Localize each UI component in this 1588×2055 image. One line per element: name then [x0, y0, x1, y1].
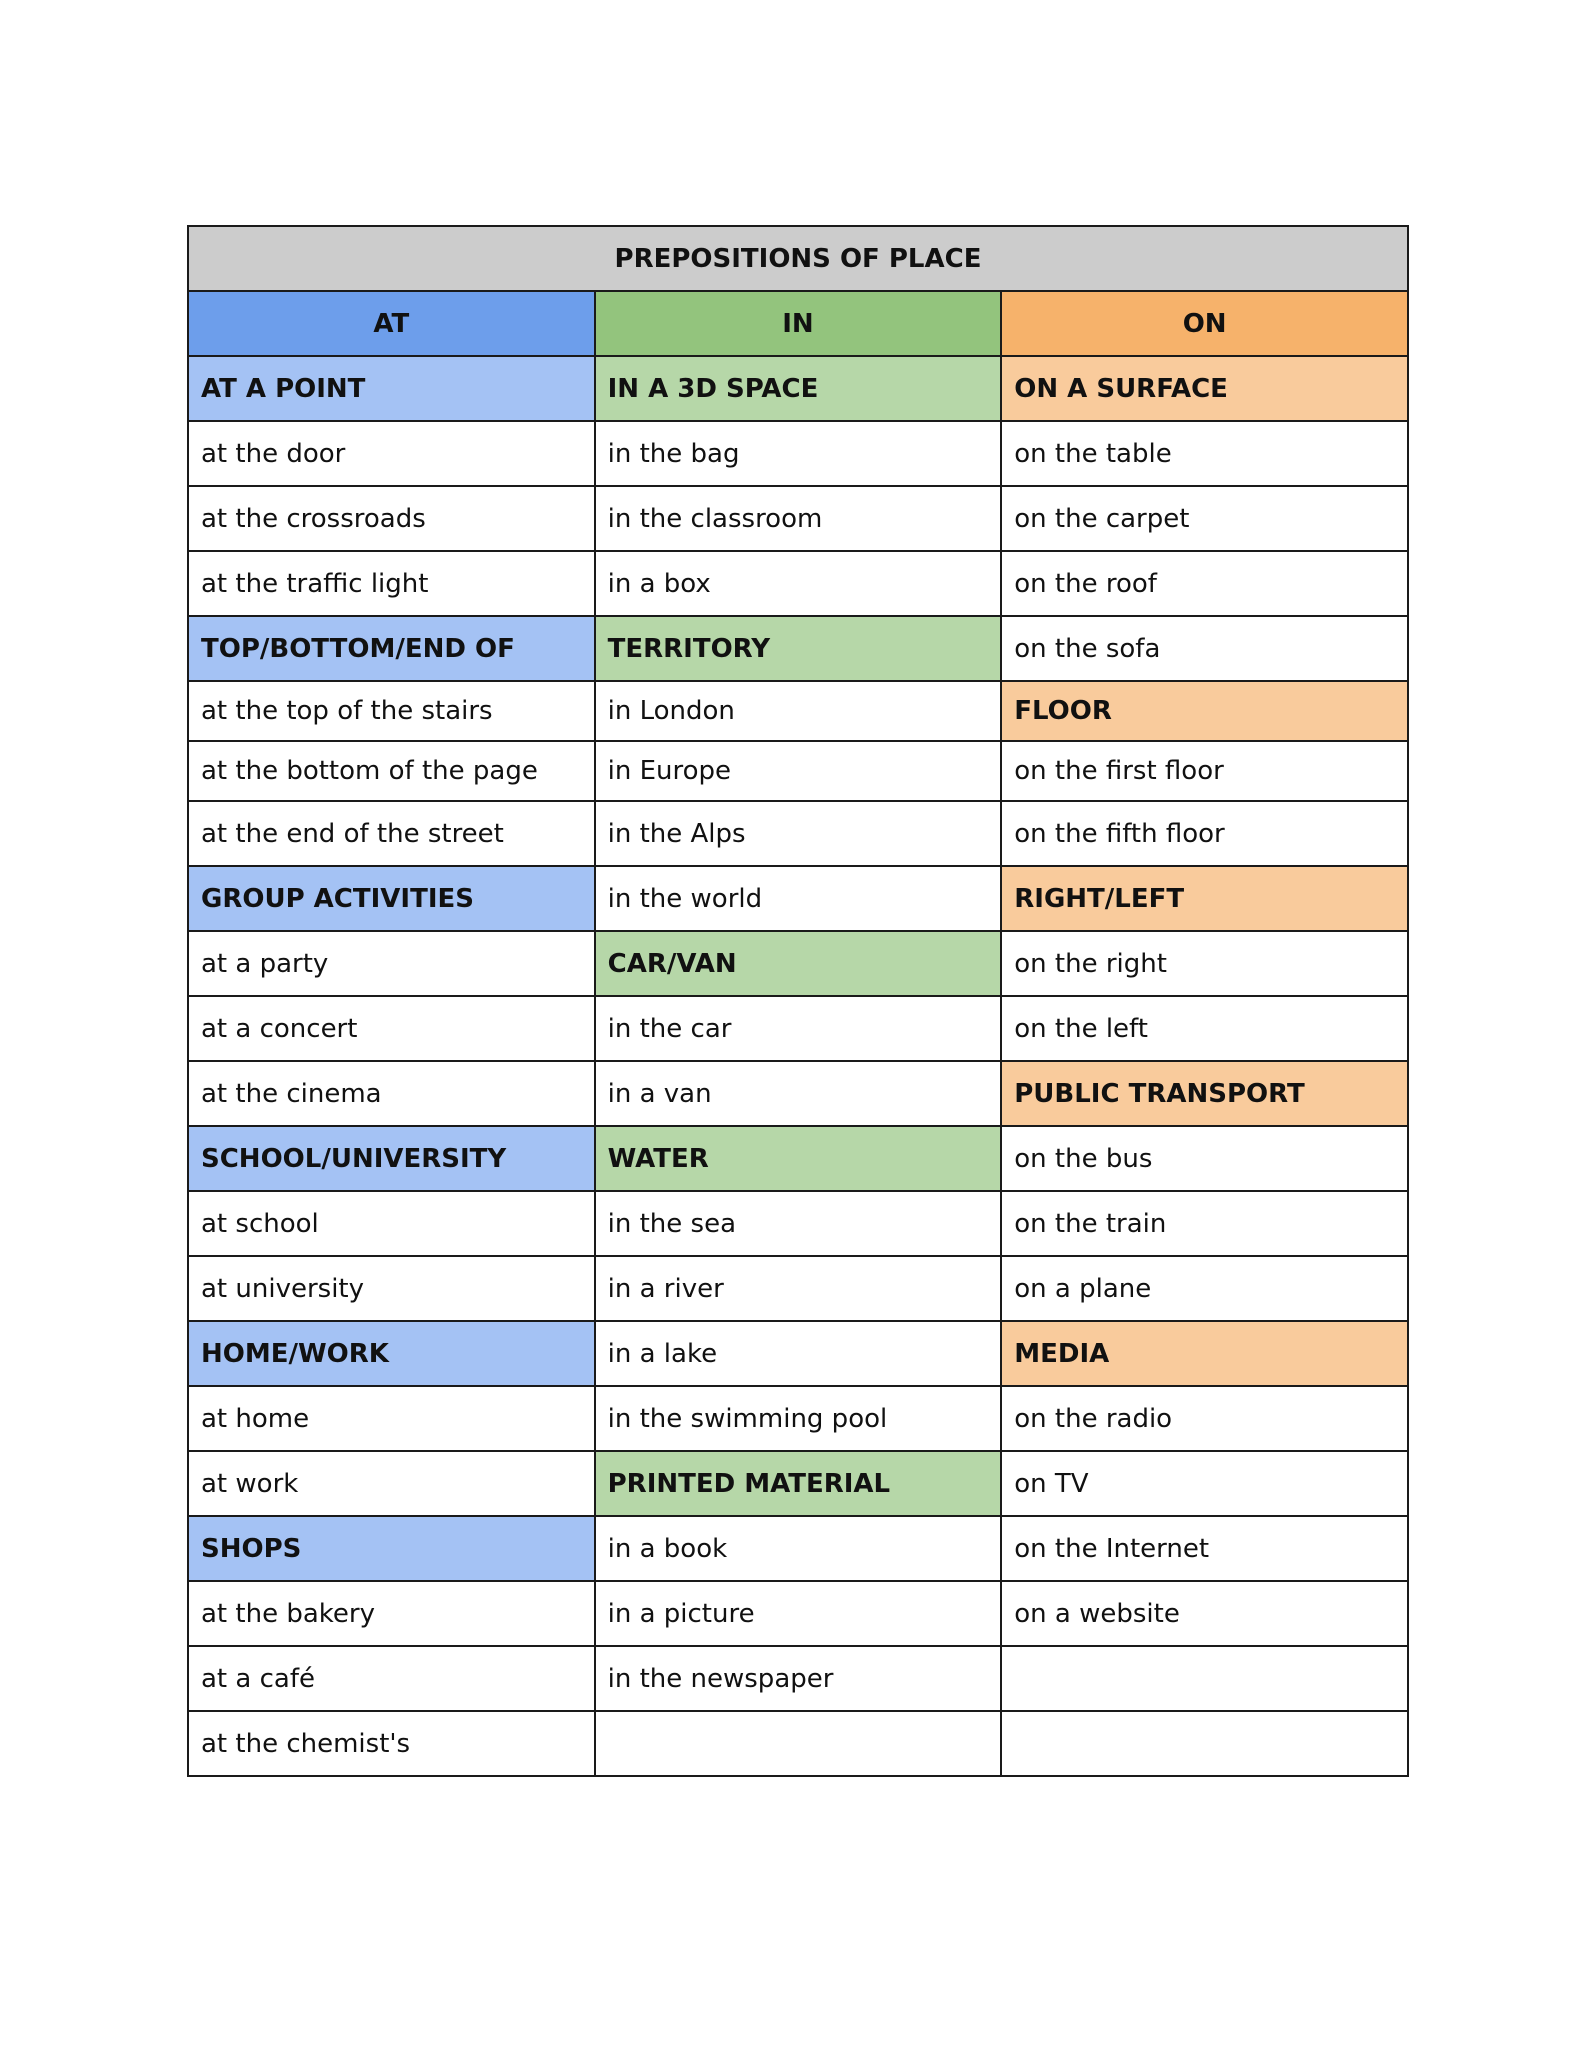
table-row — [188, 866, 1408, 931]
example-cell: at the door — [188, 421, 595, 486]
table-row — [188, 1581, 1408, 1646]
table-row — [188, 1126, 1408, 1191]
example-cell: at school — [188, 1191, 595, 1256]
table-row — [188, 551, 1408, 616]
prepositions-table — [187, 225, 1409, 1777]
example-cell: at the chemist's — [188, 1711, 595, 1776]
example-cell — [1001, 1646, 1408, 1711]
example-cell: on a plane — [1001, 1256, 1408, 1321]
example-cell: on the fifth floor — [1001, 801, 1408, 866]
table-row — [188, 1386, 1408, 1451]
category-cell: TERRITORY — [595, 616, 1002, 681]
table-row — [188, 1516, 1408, 1581]
table-row — [188, 356, 1408, 421]
example-cell — [595, 1711, 1002, 1776]
category-cell: PRINTED MATERIAL — [595, 1451, 1002, 1516]
table-row — [188, 1711, 1408, 1776]
table-row — [188, 1451, 1408, 1516]
example-cell: on the Internet — [1001, 1516, 1408, 1581]
table-row — [188, 1256, 1408, 1321]
example-cell: at the crossroads — [188, 486, 595, 551]
category-cell: SHOPS — [188, 1516, 595, 1581]
table-body — [188, 356, 1408, 1776]
example-cell: in the sea — [595, 1191, 1002, 1256]
example-cell: at a party — [188, 931, 595, 996]
example-cell: in the swimming pool — [595, 1386, 1002, 1451]
table-row — [188, 486, 1408, 551]
example-cell: on a website — [1001, 1581, 1408, 1646]
example-cell: in a picture — [595, 1581, 1002, 1646]
category-cell: CAR/VAN — [595, 931, 1002, 996]
example-cell: at the cinema — [188, 1061, 595, 1126]
example-cell — [1001, 1711, 1408, 1776]
category-cell: FLOOR — [1001, 681, 1408, 741]
example-cell: on the bus — [1001, 1126, 1408, 1191]
example-cell: in a van — [595, 1061, 1002, 1126]
category-cell: MEDIA — [1001, 1321, 1408, 1386]
example-cell: in the newspaper — [595, 1646, 1002, 1711]
table-row — [188, 616, 1408, 681]
example-cell: on the table — [1001, 421, 1408, 486]
example-cell: in the car — [595, 996, 1002, 1061]
example-cell: at a café — [188, 1646, 595, 1711]
table-row — [188, 1321, 1408, 1386]
example-cell: in the world — [595, 866, 1002, 931]
table-row — [188, 801, 1408, 866]
category-cell: AT A POINT — [188, 356, 595, 421]
category-cell: IN A 3D SPACE — [595, 356, 1002, 421]
example-cell: in London — [595, 681, 1002, 741]
example-cell: in a lake — [595, 1321, 1002, 1386]
category-cell: TOP/BOTTOM/END OF — [188, 616, 595, 681]
example-cell: at a concert — [188, 996, 595, 1061]
table-title: PREPOSITIONS OF PLACE — [188, 226, 1408, 291]
example-cell: in a river — [595, 1256, 1002, 1321]
table-row — [188, 421, 1408, 486]
column-header-on: ON — [1001, 291, 1408, 356]
example-cell: at work — [188, 1451, 595, 1516]
table-row — [188, 931, 1408, 996]
category-cell: WATER — [595, 1126, 1002, 1191]
category-cell: SCHOOL/UNIVERSITY — [188, 1126, 595, 1191]
example-cell: at the end of the street — [188, 801, 595, 866]
example-cell: at university — [188, 1256, 595, 1321]
column-header-in: IN — [595, 291, 1002, 356]
table-row — [188, 1061, 1408, 1126]
example-cell: in a box — [595, 551, 1002, 616]
table-row — [188, 1191, 1408, 1256]
table-row — [188, 996, 1408, 1061]
example-cell: in the classroom — [595, 486, 1002, 551]
example-cell: at the traffic light — [188, 551, 595, 616]
example-cell: on the first floor — [1001, 741, 1408, 801]
example-cell: at home — [188, 1386, 595, 1451]
table-row — [188, 681, 1408, 741]
column-header-row — [188, 291, 1408, 356]
example-cell: at the top of the stairs — [188, 681, 595, 741]
example-cell: on the left — [1001, 996, 1408, 1061]
example-cell: at the bottom of the page — [188, 741, 595, 801]
category-cell: GROUP ACTIVITIES — [188, 866, 595, 931]
example-cell: on the radio — [1001, 1386, 1408, 1451]
example-cell: on the roof — [1001, 551, 1408, 616]
category-cell: RIGHT/LEFT — [1001, 866, 1408, 931]
category-cell: HOME/WORK — [188, 1321, 595, 1386]
example-cell: at the bakery — [188, 1581, 595, 1646]
example-cell: in the bag — [595, 421, 1002, 486]
title-row — [188, 226, 1408, 291]
table-row — [188, 1646, 1408, 1711]
example-cell: in Europe — [595, 741, 1002, 801]
category-cell: ON A SURFACE — [1001, 356, 1408, 421]
category-cell: PUBLIC TRANSPORT — [1001, 1061, 1408, 1126]
example-cell: in a book — [595, 1516, 1002, 1581]
table-row — [188, 741, 1408, 801]
example-cell: on the carpet — [1001, 486, 1408, 551]
example-cell: on the sofa — [1001, 616, 1408, 681]
column-header-at: AT — [188, 291, 595, 356]
example-cell: on TV — [1001, 1451, 1408, 1516]
example-cell: on the train — [1001, 1191, 1408, 1256]
example-cell: in the Alps — [595, 801, 1002, 866]
example-cell: on the right — [1001, 931, 1408, 996]
